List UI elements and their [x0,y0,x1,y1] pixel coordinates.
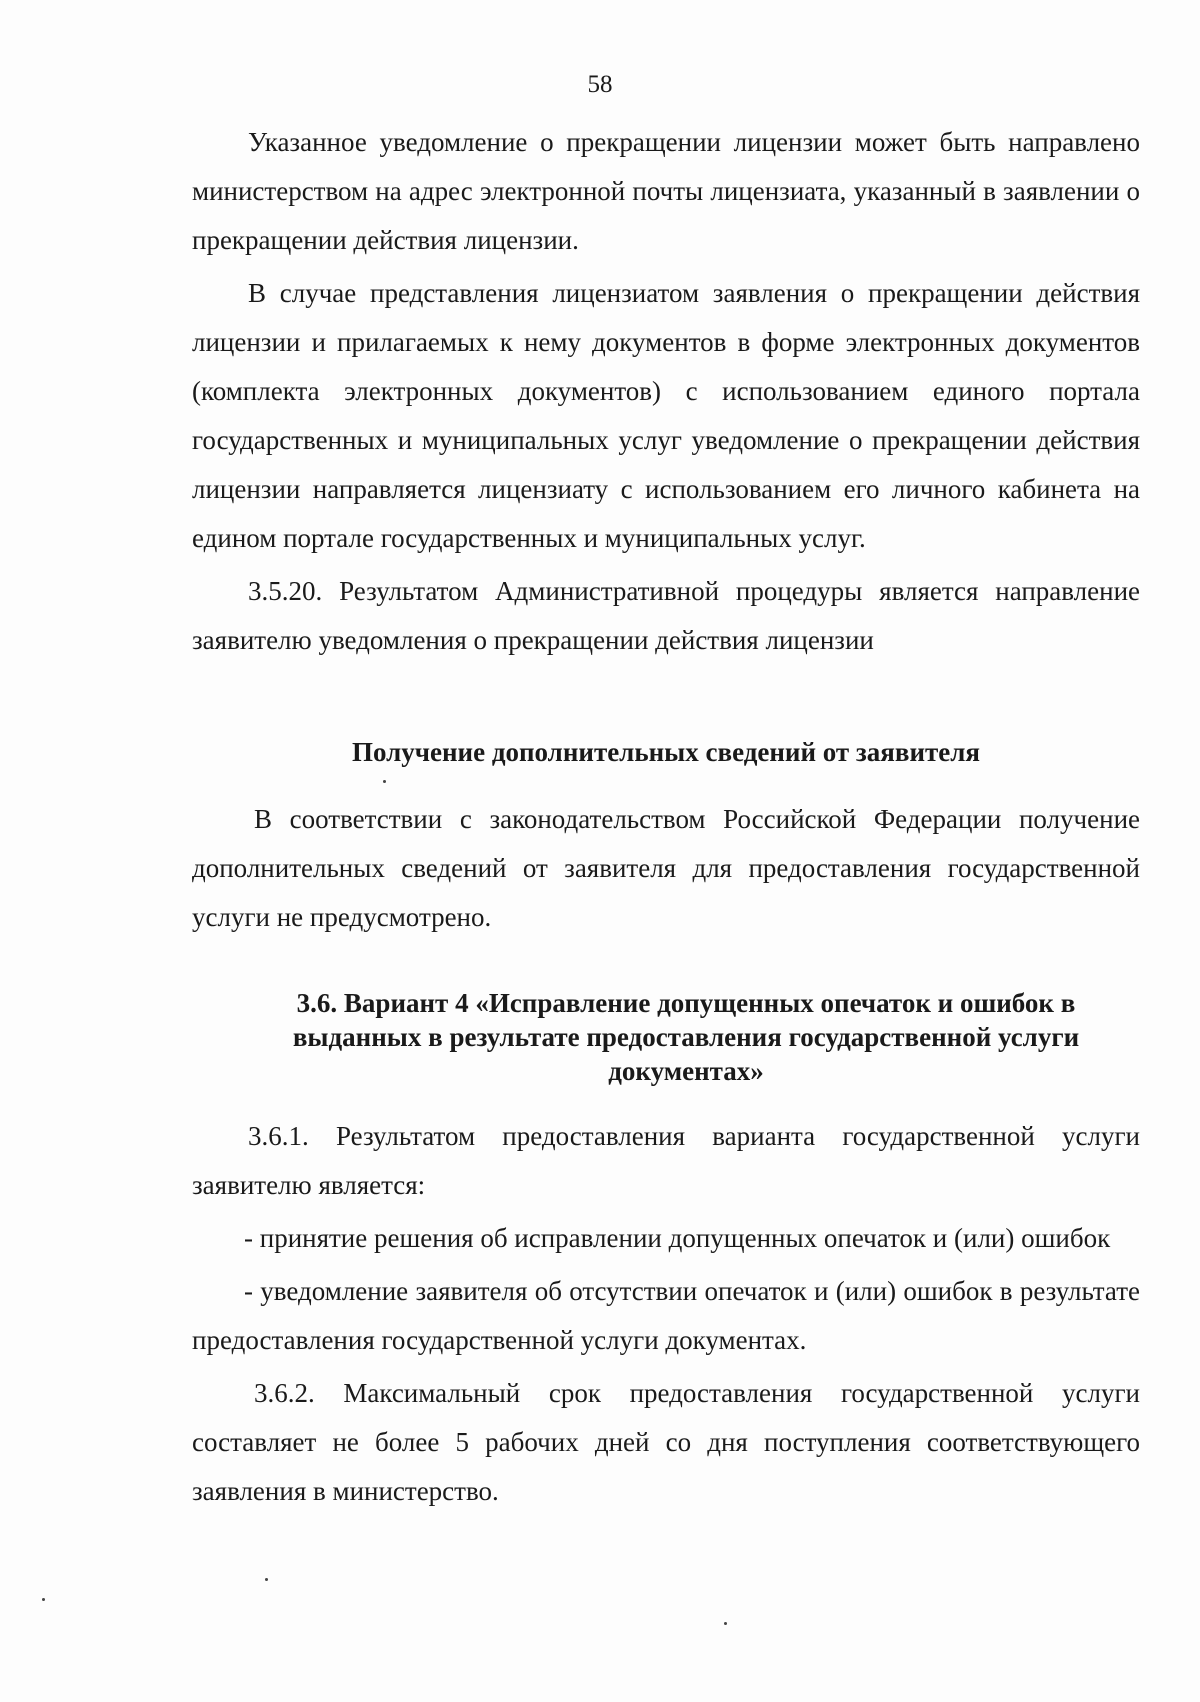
paragraph-electronic-submission: В случае представления лицензиатом заявления о прекращении действия лицензии и прилагаемых к нему документов в форме электронных документов (комплекта электронных документов) с использованием единого портала государственных и муниципальных услуг уведомление о прекращении действия лицензии направляется лицензиату с использованием его личного кабинета на едином портале государственных и муниципальных услуг. [192,278,1140,553]
paragraph-3-5-20: 3.5.20. Результатом Административной процедуры является направление заявителю уведомления о прекращении действия лицензии [192,576,1140,655]
page-content [192,118,1140,1516]
list-item: - принятие решения об исправлении допущенных опечаток и (или) ошибок [244,1223,1111,1253]
section-heading-additional-info: Получение дополнительных сведений от заявителя [351,737,981,767]
scan-speck [42,1598,45,1601]
page-number: 58 [587,71,613,98]
paragraph-additional-info: В соответствии с законодательством Российской Федерации получение дополнительных сведений от заявителя для предоставления государственной услуги не предусмотрено. [192,804,1140,932]
paragraph-3-6-2: 3.6.2. Максимальный срок предоставления государственной услуги составляет не более 5 рабочих дней со дня поступления соответствующего заявления в министерство. [192,1378,1140,1506]
heading-line: выданных в результате предоставления государственной услуги [292,1022,1080,1052]
scan-speck [724,1622,727,1625]
paragraph-notice-email: Указанное уведомление о прекращении лицензии может быть направлено министерством на адрес электронной почты лицензиата, указанный в заявлении о прекращении действия лицензии. [192,127,1140,255]
section-heading-variant-4 [192,986,1140,1088]
scan-speck [383,780,386,783]
paragraph-3-6-1: 3.6.1. Результатом предоставления варианта государственной услуги заявителю является: [192,1121,1140,1200]
scan-speck [265,1578,268,1581]
heading-line: документах» [608,1056,764,1086]
heading-line: 3.6. Вариант 4 «Исправление допущенных опечаток и ошибок в [296,988,1076,1018]
list-item: - уведомление заявителя об отсутствии опечаток и (или) ошибок в результате предоставления государственной услуги документах. [192,1276,1140,1355]
